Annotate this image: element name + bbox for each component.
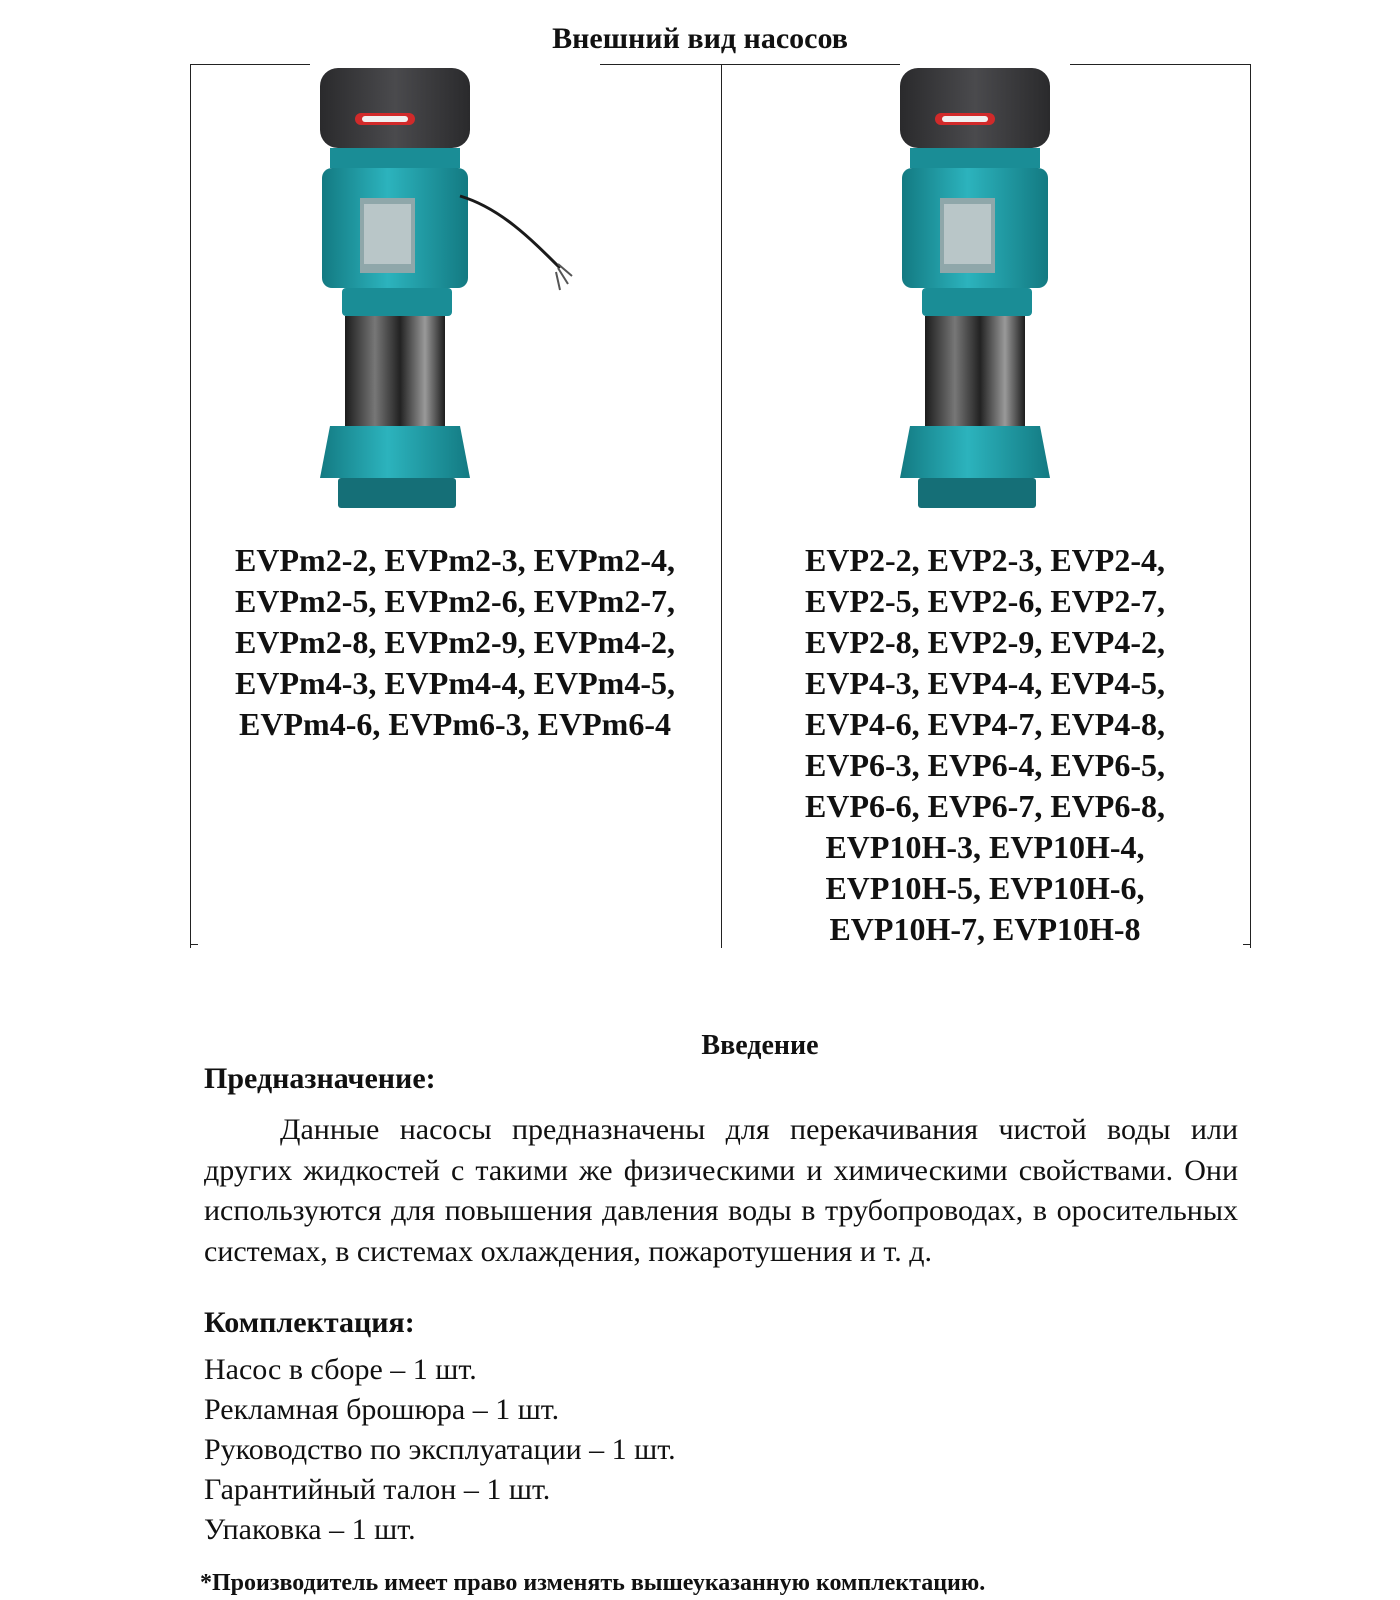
kit-item: Насос в сборе – 1 шт. bbox=[204, 1353, 477, 1386]
model-line: EVP2-8, EVP2-9, EVP4-2, bbox=[805, 624, 1165, 660]
intro-heading: Введение bbox=[701, 1030, 819, 1061]
pump-image bbox=[880, 68, 1180, 528]
kit-list bbox=[204, 1350, 676, 1550]
pump-with-cable-image bbox=[300, 68, 600, 528]
model-line: EVP6-6, EVP6-7, EVP6-8, bbox=[805, 788, 1165, 824]
frame-tick-left bbox=[190, 944, 198, 945]
model-line: EVP10H-7, EVP10H-8 bbox=[829, 911, 1141, 947]
model-line: EVPm2-2, EVPm2-3, EVPm2-4, bbox=[235, 542, 675, 578]
model-line: EVP6-3, EVP6-4, EVP6-5, bbox=[805, 747, 1165, 783]
models-list-right bbox=[725, 540, 1245, 950]
model-line: EVP2-2, EVP2-3, EVP2-4, bbox=[805, 542, 1165, 578]
model-line: EVP10H-3, EVP10H-4, bbox=[825, 829, 1145, 865]
model-line: EVP2-5, EVP2-6, EVP2-7, bbox=[805, 583, 1165, 619]
model-line: EVPm4-3, EVPm4-4, EVPm4-5, bbox=[235, 665, 675, 701]
model-line: EVP4-3, EVP4-4, EVP4-5, bbox=[805, 665, 1165, 701]
kit-heading: Комплектация: bbox=[204, 1306, 415, 1339]
purpose-heading: Предназначение: bbox=[204, 1062, 436, 1095]
kit-item: Руководство по эксплуатации – 1 шт. bbox=[204, 1433, 676, 1466]
kit-item: Рекламная брошюра – 1 шт. bbox=[204, 1393, 560, 1426]
purpose-paragraph: Данные насосы предназначены для перекачивания чистой воды или других жидкостей с такими же физическими и химическими свойствами. Они используются для повышения давления воды в трубопроводах, в оросительных системах, в системах охлаждения, пожаротушения и т. д. bbox=[204, 1113, 1238, 1268]
kit-item: Упаковка – 1 шт. bbox=[204, 1513, 416, 1546]
kit-item: Гарантийный талон – 1 шт. bbox=[204, 1473, 551, 1506]
footnote: *Производитель имеет право изменять вышеуказанную комплектацию. bbox=[200, 1570, 986, 1596]
model-line: EVPm4-6, EVPm6-3, EVPm6-4 bbox=[239, 706, 671, 742]
model-line: EVPm2-5, EVPm2-6, EVPm2-7, bbox=[235, 583, 675, 619]
model-line: EVP4-6, EVP4-7, EVP4-8, bbox=[805, 706, 1165, 742]
model-line: EVPm2-8, EVPm2-9, EVPm4-2, bbox=[235, 624, 675, 660]
model-line: EVP10H-5, EVP10H-6, bbox=[825, 870, 1145, 906]
page-title: Внешний вид насосов bbox=[552, 22, 848, 55]
models-list-left bbox=[195, 540, 715, 745]
